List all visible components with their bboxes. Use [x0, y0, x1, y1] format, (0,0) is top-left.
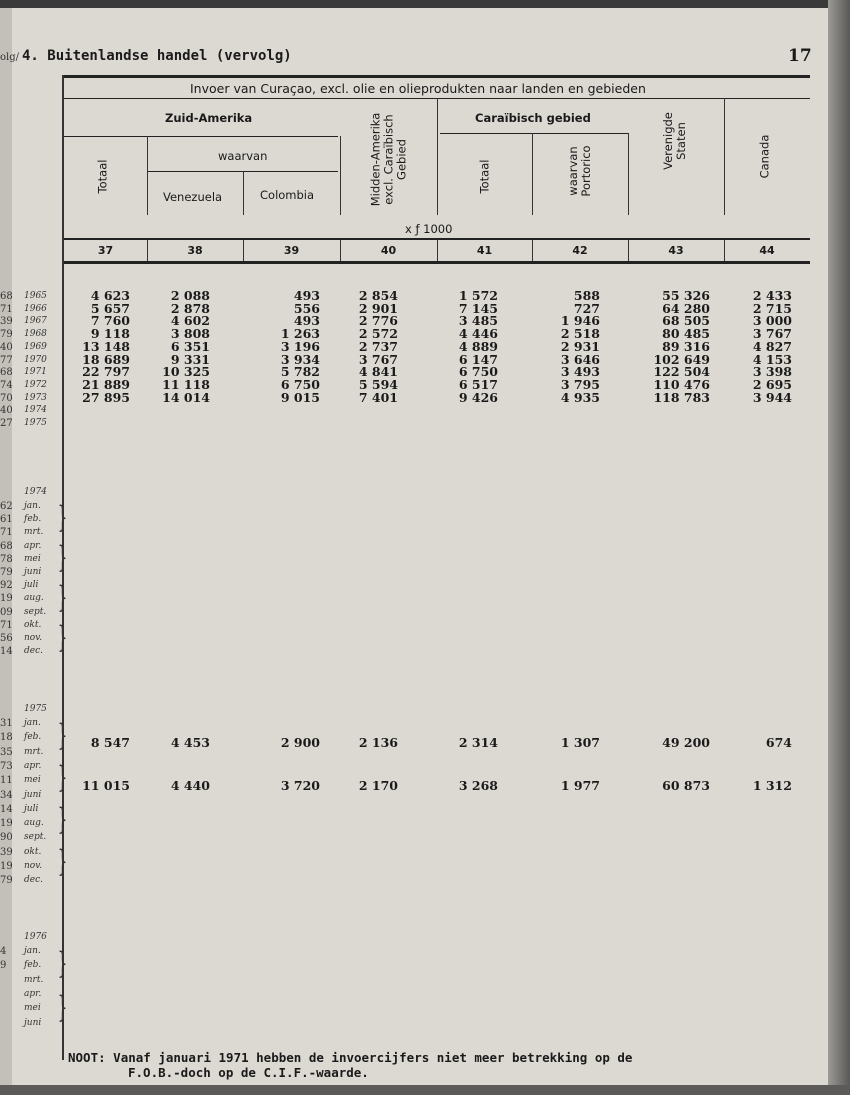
- column-divider: [340, 240, 341, 261]
- table-cell: 21 889: [82, 376, 130, 392]
- table-cell: 3 493: [560, 364, 600, 380]
- table-cell: 2 776: [358, 313, 398, 329]
- table-cell: 3 795: [560, 376, 600, 392]
- table-cell: 3 268: [458, 778, 498, 793]
- left-margin-fragment: 92: [0, 580, 13, 592]
- table-cell: 6 750: [280, 376, 320, 392]
- left-margin-fragment: 4: [0, 946, 7, 957]
- row-label-month: nov.: [24, 633, 43, 643]
- table-cell: 22 797: [82, 364, 130, 380]
- table-cell: 10 325: [162, 364, 210, 380]
- left-margin-fragment: 79: [0, 875, 13, 887]
- column-divider: [147, 240, 148, 261]
- bracket-icon: }: [57, 802, 68, 837]
- left-margin-fragment: 70: [0, 392, 13, 404]
- col-header-midden-amerika: Midden-Amerika excl. Caraïbisch Gebied: [368, 112, 409, 207]
- footnote-label: NOOT:: [68, 1050, 106, 1065]
- colnum-top-rule: [64, 238, 810, 240]
- bracket-icon: }: [57, 580, 68, 615]
- row-label-month: feb.: [24, 960, 42, 971]
- left-margin-fragment: 19: [0, 593, 13, 605]
- row-label-year: 1974: [24, 405, 47, 416]
- row-label-year: 1965: [24, 291, 47, 301]
- table-cell: 3 808: [170, 326, 210, 342]
- column-divider: [437, 98, 438, 215]
- table-cell: 80 485: [662, 326, 710, 342]
- row-label-month: juni: [24, 567, 42, 577]
- row-label-month: jan.: [24, 501, 41, 511]
- scan-top-edge: [0, 0, 850, 8]
- col-header-totaal-caraib: Totaal: [477, 159, 492, 194]
- column-number: 39: [283, 244, 300, 257]
- table-cell: 27 895: [82, 389, 130, 405]
- bracket-icon: }: [57, 620, 68, 655]
- table-cell: 7 145: [458, 300, 498, 316]
- row-label-month: mrt.: [24, 974, 44, 985]
- row-label-month: okt.: [24, 846, 42, 857]
- left-margin-fragment: 09: [0, 606, 13, 618]
- left-margin-fragment: 19: [0, 861, 13, 872]
- column-divider: [724, 98, 725, 215]
- table-cell: 727: [573, 300, 600, 316]
- table-cell: 55 326: [662, 288, 710, 303]
- column-number: 40: [380, 244, 397, 257]
- table-cell: 4 602: [170, 313, 210, 329]
- left-margin-fragment: 68: [0, 367, 13, 379]
- row-label-month: nov.: [24, 861, 43, 871]
- table-cell: 1 572: [458, 288, 498, 303]
- left-margin-fragment: 14: [0, 646, 13, 658]
- table-cell: 3 767: [358, 351, 398, 367]
- table-cell: 2 314: [458, 735, 498, 750]
- table-cell: 2 518: [560, 326, 600, 342]
- table-cell: 2 170: [358, 778, 398, 793]
- page-number: 17: [788, 46, 812, 66]
- column-number: 41: [476, 244, 493, 257]
- table-cell: 4 153: [752, 351, 792, 367]
- row-label-month: mrt.: [24, 527, 44, 538]
- column-divider: [147, 136, 148, 215]
- table-cell: 68 505: [662, 313, 710, 329]
- left-margin-fragment: 14: [0, 803, 13, 815]
- table-cell: 5 657: [90, 300, 130, 316]
- table-cell: 6 147: [458, 351, 498, 367]
- column-divider: [437, 240, 438, 261]
- left-margin-fragment: 71: [0, 619, 13, 631]
- column-divider: [532, 133, 533, 215]
- table-cell: 2 715: [752, 300, 792, 316]
- row-label-month: sept.: [24, 606, 47, 617]
- table-cell: 11 118: [162, 376, 210, 392]
- left-margin-fragment: 61: [0, 514, 13, 526]
- unit-label: x ƒ 1000: [405, 222, 453, 236]
- table-cell: 9 118: [90, 326, 130, 342]
- column-number: 43: [668, 244, 684, 257]
- table-cell: 14 014: [162, 389, 210, 405]
- bracket-icon: }: [57, 500, 68, 535]
- table-cell: 8 547: [90, 735, 130, 750]
- table-cell: 556: [293, 300, 320, 316]
- table-cell: 2 088: [170, 288, 210, 303]
- table-cell: 6 750: [458, 364, 498, 380]
- row-label-year: 1975: [24, 418, 47, 428]
- row-label-year: 1973: [24, 392, 47, 403]
- table-cell: 18 689: [82, 351, 130, 367]
- row-label-year: 1971: [24, 367, 47, 378]
- row-label-month: juni: [24, 789, 42, 800]
- row-label-year: 1970: [24, 354, 47, 365]
- table-cell: 1 977: [560, 778, 600, 793]
- table-cell: 3 646: [560, 351, 600, 367]
- table-cell: 4 841: [358, 364, 398, 380]
- table-cell: 3 944: [752, 389, 792, 405]
- col-header-portorico: waarvan Portorico: [566, 145, 593, 197]
- left-margin-fragment: 27: [0, 418, 13, 429]
- column-divider: [243, 171, 244, 215]
- col-header-venezuela: Venezuela: [163, 190, 223, 204]
- table-cell: 3 485: [458, 313, 498, 329]
- left-margin-fragment: 62: [0, 501, 13, 512]
- table-title: Invoer van Curaçao, excl. olie en olieprodukten naar landen en gebieden: [190, 81, 646, 96]
- footnote: [68, 1050, 632, 1080]
- col-header-canada: Canada: [757, 134, 772, 179]
- left-margin-fragment: 78: [0, 553, 13, 565]
- left-margin-fragment: 73: [0, 760, 13, 772]
- bracket-icon: }: [57, 760, 68, 795]
- row-label-month: feb.: [24, 732, 42, 743]
- row-label-month: juni: [24, 1017, 42, 1028]
- table-cell: 110 476: [653, 376, 710, 392]
- table-cell: 64 280: [662, 300, 710, 316]
- table-cell: 11 015: [82, 778, 130, 793]
- left-margin-fragment: 39: [0, 316, 13, 328]
- table-cell: 60 873: [662, 778, 710, 793]
- table-cell: 4 935: [560, 389, 600, 405]
- book-binding-edge: [828, 0, 850, 1095]
- table-cell: 3 767: [752, 326, 792, 342]
- table-cell: 7 760: [90, 313, 130, 329]
- left-margin-fragment: 40: [0, 405, 13, 417]
- row-label-year: 1968: [24, 329, 47, 340]
- table-cell: 7 401: [358, 389, 398, 405]
- scan-bottom-edge: [0, 1085, 850, 1095]
- table-cell: 2 878: [170, 300, 210, 316]
- table-cell: 493: [293, 288, 320, 303]
- table-cell: 118 783: [653, 389, 710, 405]
- row-label-month: feb.: [24, 514, 42, 525]
- table-cell: 2 931: [560, 338, 600, 354]
- row-label-year: 1969: [24, 341, 47, 352]
- left-margin-fragment: 19: [0, 818, 13, 830]
- column-divider: [628, 133, 629, 215]
- table-cell: 2 433: [752, 288, 792, 303]
- left-margin-fragment: 77: [0, 354, 13, 366]
- row-label-year: 1972: [24, 379, 47, 390]
- left-margin-fragment: olg/: [0, 52, 19, 63]
- table-cell: 2 900: [280, 735, 320, 750]
- row-label-month: jan.: [24, 718, 41, 728]
- table-cell: 4 623: [90, 288, 130, 303]
- bracket-icon: }: [57, 946, 68, 981]
- left-margin-fragment: 40: [0, 341, 13, 353]
- col-header-totaal-zuid: Totaal: [95, 159, 110, 194]
- left-margin-fragment: 18: [0, 732, 13, 744]
- bracket-icon: }: [57, 540, 68, 575]
- row-label-month: apr.: [24, 760, 42, 771]
- table-cell: 1 946: [560, 313, 600, 329]
- left-margin-fragment: 79: [0, 567, 13, 578]
- left-margin-fragment: 35: [0, 746, 13, 758]
- table-cell: 9 426: [458, 389, 498, 405]
- row-label-month: juli: [24, 580, 39, 591]
- row-label-month: aug.: [24, 818, 44, 829]
- row-label-month: mei: [24, 775, 41, 786]
- left-margin-fragment: 11: [0, 775, 13, 787]
- table-cell: 5 594: [358, 376, 398, 392]
- left-margin-fragment: 74: [0, 379, 13, 391]
- table-cell: 4 446: [458, 326, 498, 342]
- bracket-icon: }: [57, 718, 68, 753]
- table-cell: 9 331: [170, 351, 210, 367]
- table-cell: 2 695: [752, 376, 792, 392]
- bracket-icon: }: [57, 990, 68, 1025]
- left-margin-fragment: 34: [0, 789, 13, 801]
- document-page: [0, 8, 828, 1085]
- table-cell: 3 398: [752, 364, 792, 380]
- column-divider: [724, 240, 725, 261]
- row-label-month: mei: [24, 553, 41, 564]
- left-margin-fragment: 9: [0, 960, 7, 972]
- left-margin-fragment: 68: [0, 291, 13, 302]
- table-cell: 3 000: [752, 313, 792, 329]
- left-margin-fragment: 68: [0, 540, 13, 552]
- column-divider: [340, 136, 341, 215]
- column-divider: [628, 240, 629, 261]
- row-label-year: 1967: [24, 316, 47, 327]
- column-number: 37: [97, 244, 114, 257]
- table-cell: 2 854: [358, 288, 398, 303]
- table-cell: 1 307: [560, 735, 600, 750]
- left-margin-fragment: 71: [0, 303, 13, 315]
- column-divider: [532, 240, 533, 261]
- row-label-month: dec.: [24, 875, 43, 886]
- row-label-month: aug.: [24, 593, 44, 604]
- row-label-month: sept.: [24, 832, 47, 843]
- column-number: 44: [759, 244, 775, 257]
- row-label-month: apr.: [24, 540, 42, 551]
- table-cell: 2 136: [358, 735, 398, 750]
- table-cell: 5 782: [280, 364, 320, 380]
- caraib-rule: [440, 133, 628, 134]
- left-margin-fragment: 71: [0, 527, 13, 539]
- table-cell: 6 517: [458, 376, 498, 392]
- table-cell: 3 934: [280, 351, 320, 367]
- table-cell: 4 827: [752, 338, 792, 354]
- group-zuid-amerika: Zuid-Amerika: [165, 111, 253, 125]
- table-cell: 2 901: [358, 300, 398, 316]
- table-cell: 102 649: [653, 351, 710, 367]
- table-cell: 4 889: [458, 338, 498, 354]
- table-cell: 2 737: [358, 338, 398, 354]
- footnote-line-2: F.O.B.-doch op de C.I.F.-waarde.: [128, 1065, 369, 1080]
- left-margin-fragment: 90: [0, 832, 13, 844]
- table-cell: 6 351: [170, 338, 210, 354]
- table-cell: 122 504: [653, 364, 710, 380]
- column-number: 38: [187, 244, 203, 257]
- col-header-colombia: Colombia: [260, 188, 315, 202]
- table-cell: 4 440: [170, 778, 210, 793]
- footnote-line-1: Vanaf januari 1971 hebben de invoercijfers niet meer betrekking op de: [113, 1050, 633, 1065]
- colnum-bottom-rule: [64, 261, 810, 264]
- row-label-year: 1974: [24, 487, 47, 497]
- column-number: 42: [572, 244, 588, 257]
- row-label-year: 1975: [24, 704, 47, 714]
- table-cell: 49 200: [662, 735, 710, 750]
- table-top-rule: [62, 75, 810, 78]
- left-margin-fragment: 79: [0, 329, 13, 341]
- table-cell: 1 312: [752, 778, 792, 793]
- table-cell: 674: [765, 735, 792, 750]
- table-cell: 3 196: [280, 338, 320, 354]
- table-cell: 1 263: [280, 326, 320, 342]
- table-cell: 588: [573, 288, 600, 303]
- section-header: 4. Buitenlandse handel (vervolg): [22, 48, 292, 64]
- bracket-icon: }: [57, 844, 68, 879]
- table-cell: 4 453: [170, 735, 210, 750]
- column-divider: [243, 240, 244, 261]
- row-label-month: juli: [24, 803, 39, 814]
- row-label-month: mei: [24, 1003, 41, 1014]
- left-margin-fragment: 31: [0, 718, 13, 729]
- table-cell: 89 316: [662, 338, 710, 354]
- row-label-month: apr.: [24, 988, 42, 999]
- table-cell: 9 015: [280, 389, 320, 405]
- left-margin-fragment: 56: [0, 633, 13, 644]
- row-label-month: dec.: [24, 646, 43, 657]
- col-header-verenigde-staten: Verenigde Staten: [661, 112, 688, 170]
- group-caraibisch: Caraïbisch gebied: [475, 111, 591, 125]
- row-label-month: jan.: [24, 946, 41, 956]
- waarvan-label: waarvan: [218, 149, 268, 163]
- left-margin-fragment: 39: [0, 846, 13, 858]
- table-cell: 13 148: [82, 338, 130, 354]
- row-label-year: 1976: [24, 932, 47, 942]
- table-cell: 493: [293, 313, 320, 329]
- row-label-month: mrt.: [24, 746, 44, 757]
- row-label-month: okt.: [24, 619, 42, 630]
- table-cell: 3 720: [280, 778, 320, 793]
- row-label-year: 1966: [24, 303, 47, 314]
- table-cell: 2 572: [358, 326, 398, 342]
